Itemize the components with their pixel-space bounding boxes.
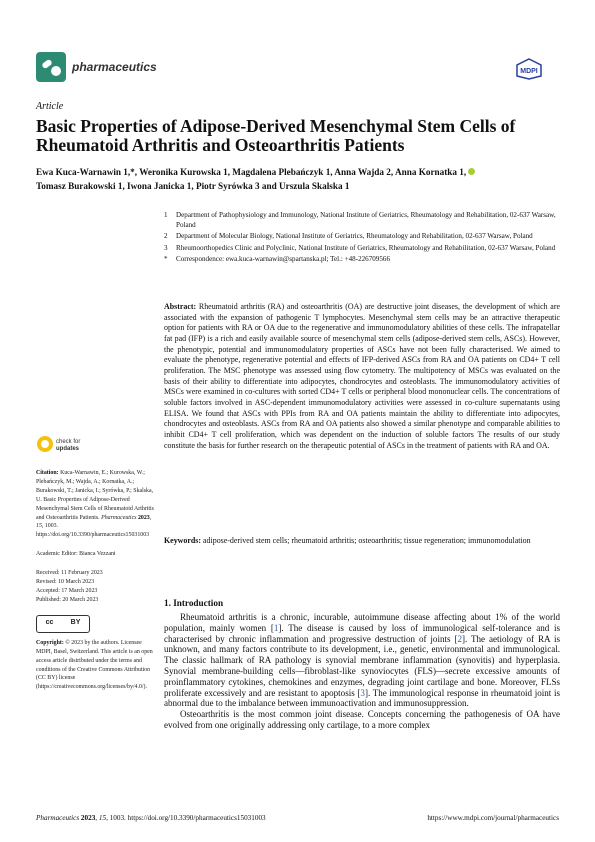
svg-text:check for: check for [56,439,81,445]
affiliations [164,210,564,265]
correspondence: * Correspondence: ewa.kuca-warnawin@spartanska.pl; Tel.: +48-226709566 [164,254,390,263]
keywords [164,536,560,547]
ref-link-3[interactable]: 3 [360,687,365,698]
intro-paragraph-2: Osteoarthritis is the most common joint disease. Concepts concerning the pathogenesis of OA have evolved from one originally addressing only cartilage, to a more complex [164,709,560,730]
cc-by-label: BY [70,619,81,627]
authors-line-1: Ewa Kuca-Warnawin 1,*, Weronika Kurowska 1, Magdalena Plebańczyk 1, Anna Wajda 2, Anna Kornatka 1, [36,167,467,177]
sidebar [36,469,158,702]
svg-text:MDPI: MDPI [520,68,538,75]
citation: Citation: Kuca-Warnawin, E.; Kurowska, W.; Plebańczyk, M.; Wajda, A.; Kornatka, A.; Burakowski, T.; Janicka, I.; Syrówka, P.; Skalska, U. Basic Properties of Adipose-Derived Mesenchymal Stem Cells of Rheumatoid Arthritis and Osteoarthritis Patients. Pharmaceutics 2023, 15, 1003. https://doi.org/10.3390/pharmaceutics15031003 [36,470,154,539]
intro-paragraph-1: Rheumatoid arthritis is a chronic, incurable, autoimmune disease affecting about 1% of the world population, mainly women [1]. The disease is caused by loss of immunological self-tolerance and is characterised by chronic inflammation and progressive destruction of joints [2]. The aetiology of RA is unknown, and many factors contribute to its development, i.e., genetic, environmental and immunological. The classic hallmark of RA pathology is synovial membrane inflammation (synovitis) and hyperplasia. Synovial membrane-building cells—fibroblast-like synoviocytes (FLS)—secrete excessive amounts of proinflammatory cytokines, chemokines and enzymes, degrading joint cartilage and bone. Moreover, FLSs proliferate excessively and are resistant to apoptosis [3]. The immunological response in rheumatoid joint is abnormal due to the imbalance between immunoactivation and immunosuppression. [164,612,561,709]
cc-label: cc [45,619,54,627]
cc-license-icon[interactable] [36,615,90,633]
journal-name: pharmaceutics [72,60,157,74]
affiliation-3: 3 Rheumoorthopedics Clinic and Polyclinic, National Institute of Geriatrics, Rheumatology and Rehabilitation, 02-637 Warsaw, Poland [164,243,556,252]
article-title: Basic Properties of Adipose-Derived Mesenchymal Stem Cells of Rheumatoid Arthritis and Osteoarthritis Patients [36,116,516,155]
svg-text:updates: updates [56,446,80,452]
footer-journal-url[interactable]: https://www.mdpi.com/journal/pharmaceutics [427,814,559,822]
orcid-icon[interactable] [468,168,475,175]
affiliation-1: 1 Department of Pathophysiology and Immunology, National Institute of Geriatrics, Rheumatology and Rehabilitation, 02-637 Warsaw, Poland [164,211,556,230]
author-list [36,166,561,193]
introduction-text [164,612,560,731]
keywords-label: Keywords: [164,536,202,545]
received-date: Received: 11 February 2023 [36,570,103,577]
section-heading: 1. Introduction [164,598,224,608]
ref-link-1[interactable]: 1 [273,622,279,633]
check-for-updates-button[interactable] [36,434,96,454]
published-date: Published: 20 March 2023 [36,596,99,603]
article-type: Article [36,101,64,112]
journal-logo-icon [36,52,66,82]
affiliation-2: 2 Department of Molecular Biology, National Institute of Geriatrics, Rheumatology and Rehabilitation, 02-637 Warsaw, Poland [164,232,533,241]
dates [36,569,158,605]
mdpi-logo-icon [516,58,542,80]
abstract-label: Abstract: [164,302,197,311]
abstract-text: Rheumatoid arthritis (RA) and osteoarthritis (OA) are destructive joint diseases, the development of which are associated with the expansion of pathogenic T lymphocytes. Mesenchymal stem cells may be an attractive therapeutic option for patients with RA or OA due to the regenerative and immunomodulatory abilities of these cells. The infrapatellar fat pad (IFP) is a rich and easily available source of mesenchymal stem cells (adipose-derived stem cells, ASCs). However, the phenotypic, potential and immunomodulatory properties of ASCs have not been fully characterised. We aimed to evaluate the phenotype, regenerative potential and effects of IFP-derived ASCs from RA and OA patients on CD4+ T cell proliferation. The MSC phenotype was assessed using flow cytometry. The multipotency of MSCs was evaluated on the basis of their ability to differentiate into adipocytes, chondrocytes and osteoblasts. The immunomodulatory activities of MSCs were examined in co-cultures with sorted CD4+ T cells or peripheral blood mononuclear cells. The concentrations of soluble factors involved in ASC-dependent immunomodulatory activities were assessed in co-culture supernatants using ELISA. We found that ASCs with PPIs from RA and OA patients maintain the ability to differentiate into adipocytes, chondrocytes and osteoblasts. ASCs from RA and OA patients also showed a similar phenotype and comparable abilities to inhibit CD4+ T cell proliferation, which was dependent on the induction of soluble factors The results of our study constitute the basis for further research on the therapeutic potential of ASCs in the treatment of patients with RA and OA. [164,302,560,450]
revised-date: Revised: 10 March 2023 [36,579,95,586]
academic-editor: Academic Editor: Bianca Vezzani [36,551,116,558]
abstract [164,302,560,451]
authors-line-2: Tomasz Burakowski 1, Iwona Janicka 1, Piotr Syrówka 3 and Urszula Skalska 1 [36,180,350,191]
copyright: Copyright: © 2023 by the authors. Licensee MDPI, Basel, Switzerland. This article is an open access article distributed under the terms and conditions of the Creative Commons Attribution (CC BY) license (https://creativecommons.org/licenses/by/4.0/). [36,639,153,691]
footer-citation: Pharmaceutics 2023, 15, 1003. https://doi.org/10.3390/pharmaceutics15031003 [36,814,266,822]
accepted-date: Accepted: 17 March 2023 [36,587,98,594]
keywords-text: adipose-derived stem cells; rheumatoid arthritis; osteoarthritis; tissue regeneration; immunomodulation [203,536,531,545]
ref-link-2[interactable]: 2 [457,633,462,644]
